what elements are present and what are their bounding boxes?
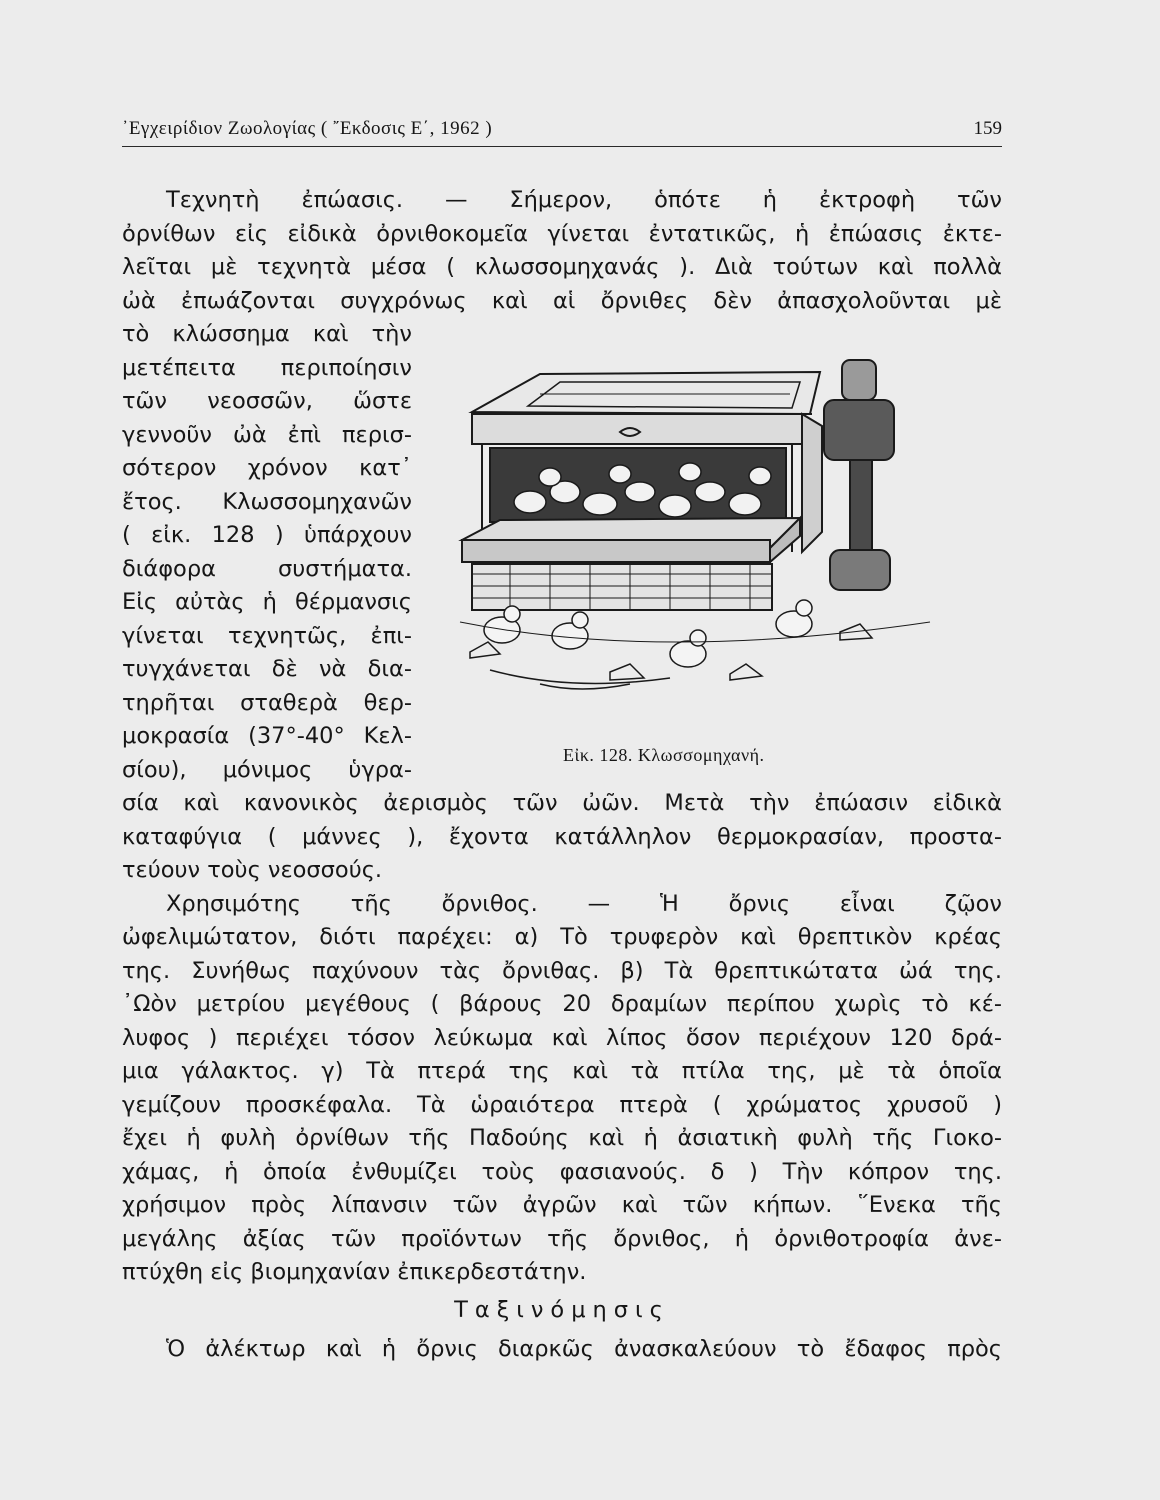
- paragraph-line: τὸ κλώσσημα καὶ τὴν: [122, 321, 412, 347]
- paragraph-line: γίνεται τεχνητῶς, ἐπι-: [122, 622, 412, 649]
- paragraph-line: ὀρνίθων εἰς εἰδικὰ ὀρνιθοκομεῖα γίνεται ἐντατικῶς, ἡ ἐπώασις ἐκτε-: [122, 220, 1002, 247]
- paragraph-line: γεμίζουν προσκέφαλα. Τὰ ὡραιότερα πτερὰ ( χρώματος χρυσοῦ ): [122, 1091, 1002, 1118]
- paragraph-line: πτύχθη εἰς βιομηχανίαν ἐπικερδεστάτην.: [122, 1259, 587, 1285]
- paragraph-line: μια γάλακτος. γ) Τὰ πτερά της καὶ τὰ πτίλα της, μὲ τὰ ὁποῖα: [122, 1058, 1002, 1084]
- paragraph-line: σίου), μόνιμος ὑγρα-: [122, 756, 412, 783]
- paragraph-line: σία καὶ κανονικὸς ἀερισμὸς τῶν ὠῶν. Μετὰ τὴν ἐπώασιν εἰδικὰ: [122, 790, 1002, 816]
- section-heading: Ταξινόμησις: [454, 1296, 670, 1323]
- paragraph-line: τυγχάνεται δὲ νὰ δια-: [122, 656, 412, 682]
- paragraph-line: ( εἰκ. 128 ) ὑπάρχουν: [122, 522, 412, 548]
- page-number: 159: [973, 118, 1002, 139]
- paragraph-line: μοκρασία (37°-40° Κελ-: [122, 723, 412, 749]
- paragraph-line: γεννοῦν ὠὰ ἐπὶ περισ-: [122, 421, 412, 448]
- incubator-icon: [430, 352, 950, 722]
- paragraph-line-heading: Χρησιμότης τῆς ὄρνιθος. — Ἡ ὄρνις εἶναι ζῷον: [166, 890, 1002, 917]
- paragraph-line: ᾿Ωὸν μετρίου μεγέθους ( βάρους 20 δραμίων περίπου χωρὶς τὸ κέ-: [122, 991, 1002, 1017]
- incubator-illustration: [430, 352, 950, 722]
- paragraph-line: χρήσιμον πρὸς λίπανσιν τῶν ἀγρῶν καὶ τῶν κήπων. ῞Ενεκα τῆς: [122, 1192, 1002, 1218]
- paragraph-line: μετέπειτα περιποίησιν: [122, 354, 412, 381]
- paragraph-line: ἔτος. Κλωσσομηχανῶν: [122, 488, 412, 515]
- paragraph-line: ἔχει ἡ φυλὴ ὀρνίθων τῆς Παδούης καὶ ἡ ἀσιατικὴ φυλὴ τῆς Γιοκο-: [122, 1125, 1002, 1151]
- running-header: [122, 114, 1002, 147]
- book-title: ᾿Εγχειρίδιον Ζωολογίας ( ῎Εκδοσις Ε΄, 1962 ): [122, 118, 493, 139]
- paragraph-line: Εἰς αὐτὰς ἡ θέρμανσις: [122, 589, 412, 615]
- paragraph-line: λυφος ) περιέχει τόσον λεύκωμα καὶ λίπος ὅσον περιέχουν 120 δρά-: [122, 1024, 1002, 1051]
- paragraph-line: Ὁ ἀλέκτωρ καὶ ἡ ὄρνις διαρκῶς ἀνασκαλεύουν τὸ ἔδαφος πρὸς: [166, 1336, 1002, 1362]
- paragraph-line: ὠφελιμώτατον, διότι παρέχει: α) Τὸ τρυφερὸν καὶ θρεπτικὸν κρέας: [122, 924, 1002, 950]
- paragraph-line: λεῖται μὲ τεχνητὰ μέσα ( κλωσσομηχανάς ). Διὰ τούτων καὶ πολλὰ: [122, 254, 1002, 280]
- paragraph-line: σότερον χρόνον κατ᾽: [122, 455, 412, 481]
- figure-caption: Εἰκ. 128. Κλωσσομηχανή.: [563, 745, 765, 765]
- paragraph-line: τηρῆται σταθερὰ θερ-: [122, 689, 412, 716]
- paragraph-line: τεύουν τοὺς νεοσσούς.: [122, 857, 383, 883]
- paragraph-line: τῶν νεοσσῶν, ὥστε: [122, 388, 412, 414]
- paragraph-line: μεγάλης ἀξίας τῶν προϊόντων τῆς ὄρνιθος, ἡ ὀρνιθοτροφία ἀνε-: [122, 1225, 1002, 1252]
- paragraph-line-heading: Τεχνητὴ ἐπώασις. — Σήμερον, ὁπότε ἡ ἐκτροφὴ τῶν: [166, 187, 1002, 213]
- paragraph-line: ὠὰ ἐπωάζονται συγχρόνως καὶ αἱ ὄρνιθες δὲν ἀπασχολοῦνται μὲ: [122, 287, 1002, 314]
- paragraph-line: χάμας, ἡ ὁποία ἐνθυμίζει τοὺς φασιανούς. δ ) Τὴν κόπρον της.: [122, 1158, 1002, 1185]
- paragraph-line: διάφορα συστήματα.: [122, 555, 412, 582]
- paragraph-line: της. Συνήθως παχύνουν τὰς ὄρνιθας. β) Τὰ θρεπτικώτατα ὠά της.: [122, 957, 1002, 984]
- paragraph-line: καταφύγια ( μάννες ), ἔχοντα κατάλληλον θερμοκρασίαν, προστα-: [122, 823, 1002, 850]
